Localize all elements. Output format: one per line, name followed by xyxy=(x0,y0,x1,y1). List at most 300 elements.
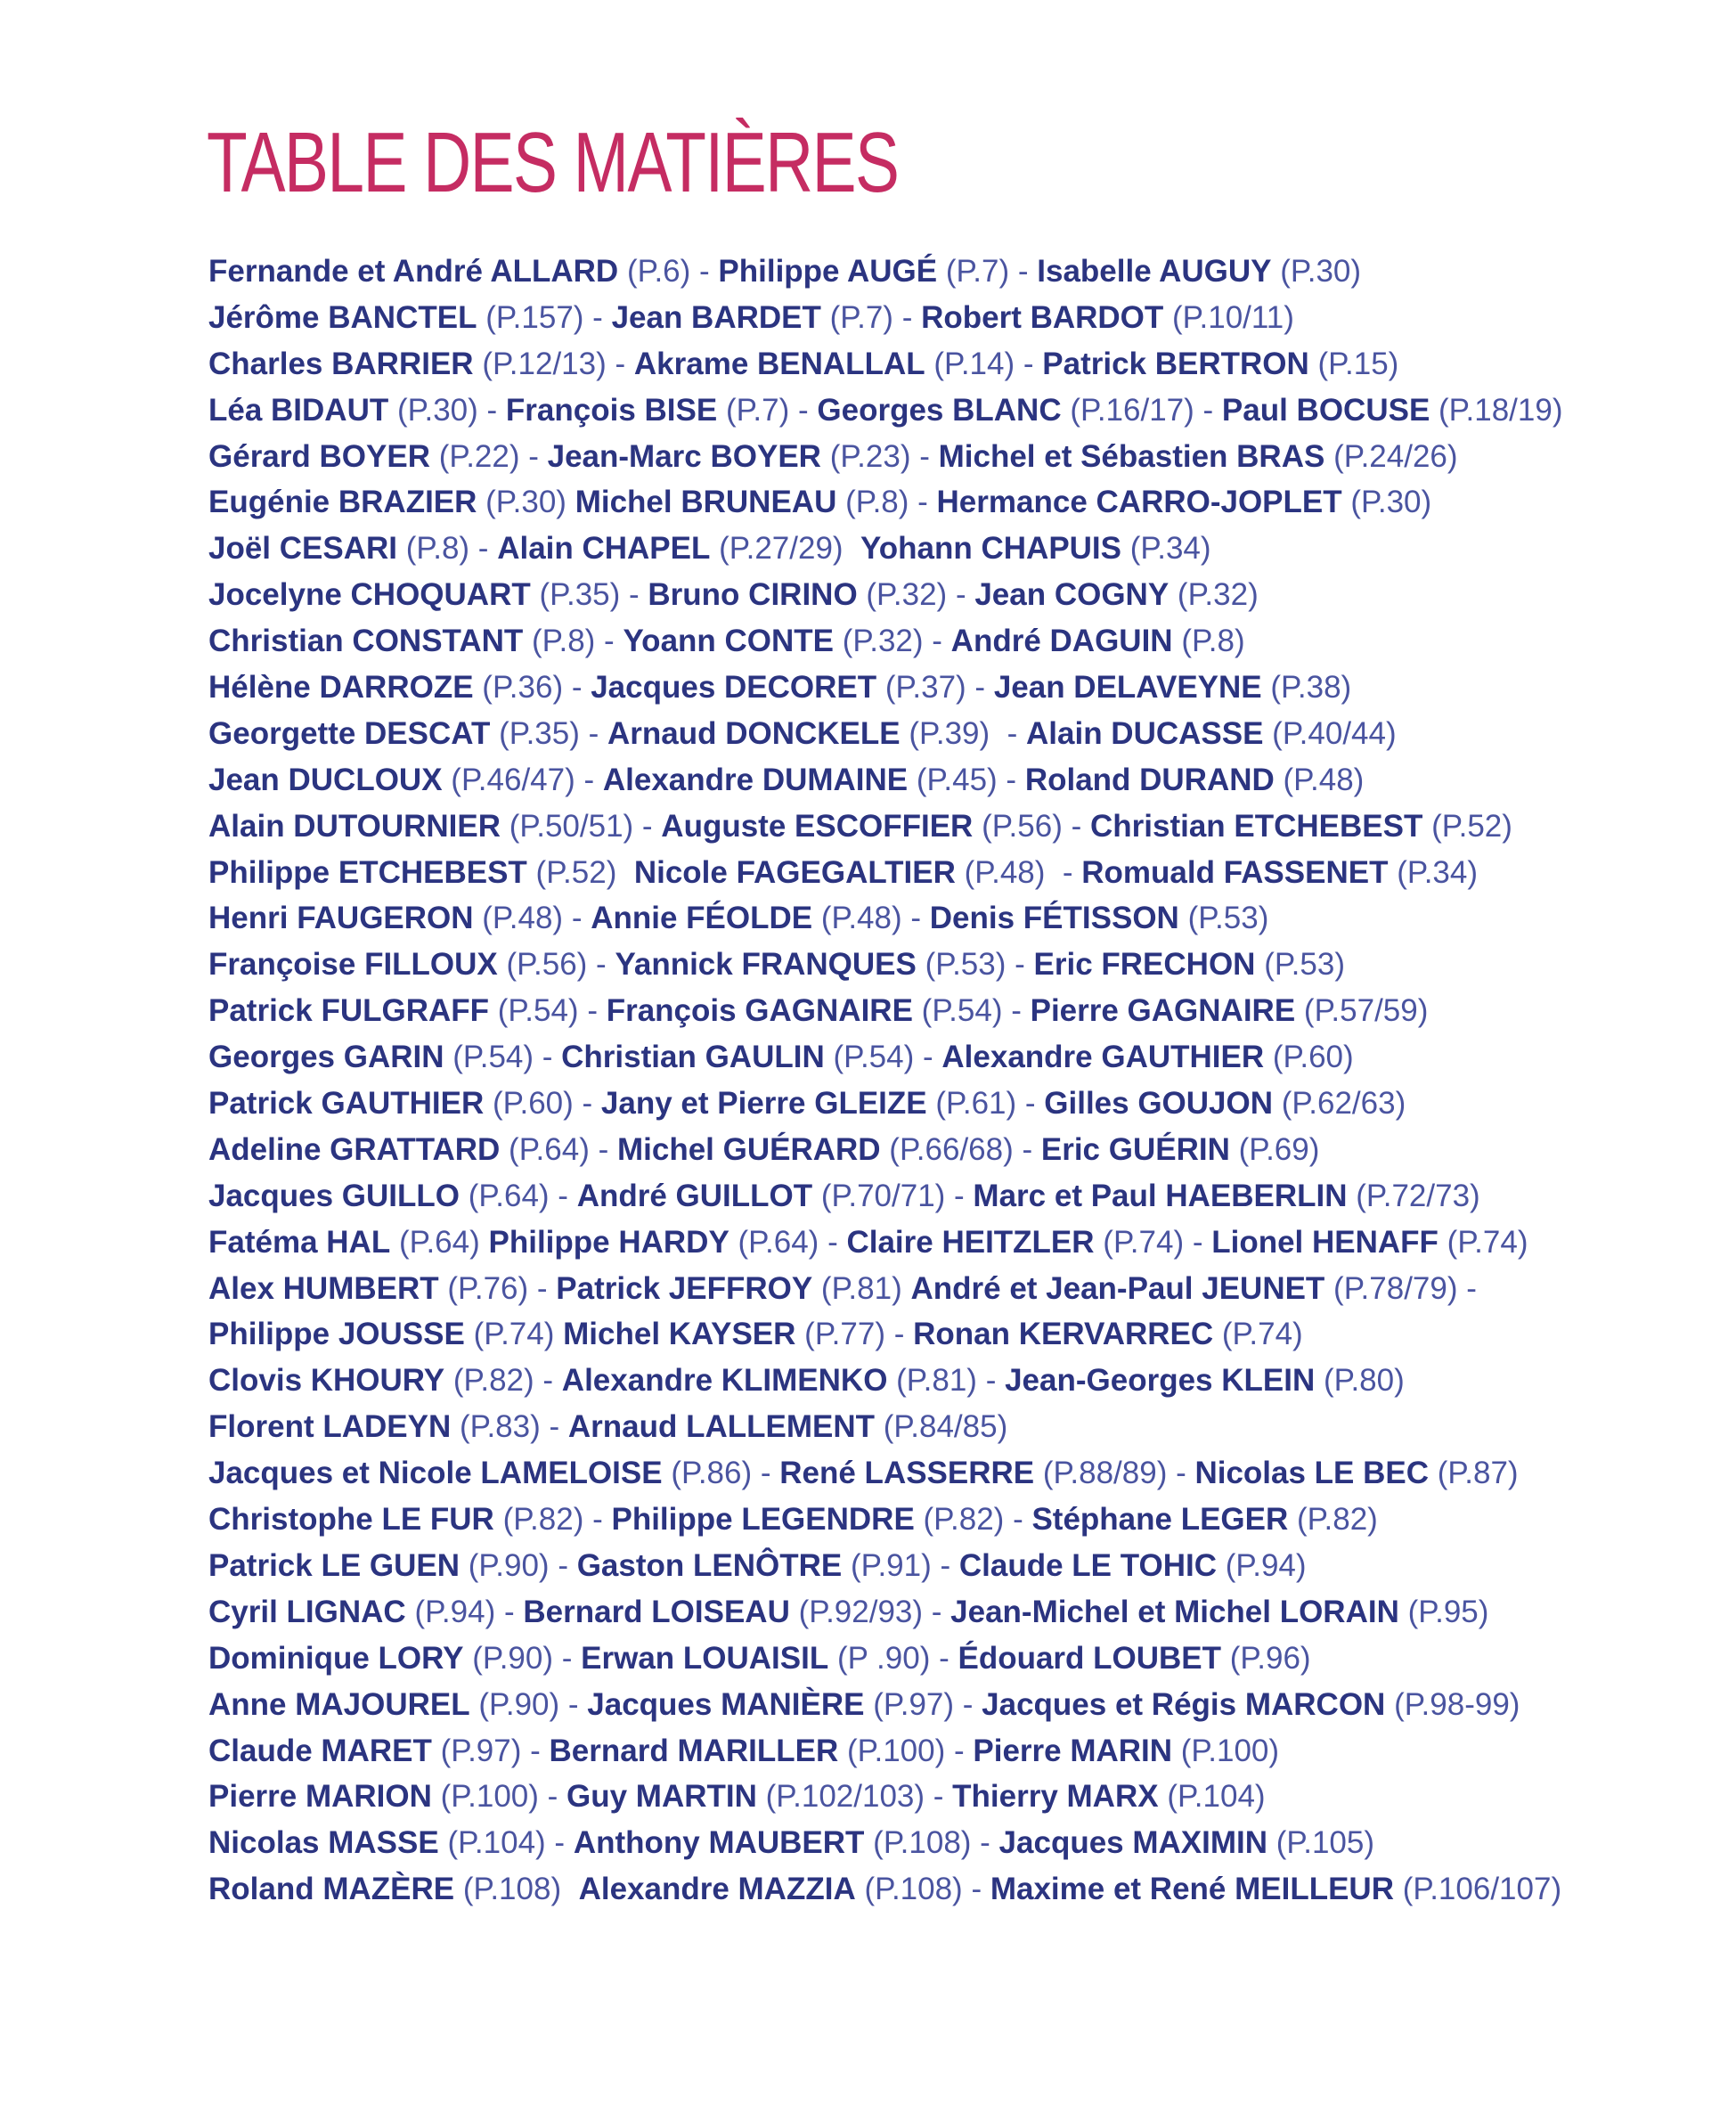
separator: - xyxy=(947,577,975,613)
page-reference: (P.80) xyxy=(1323,1363,1405,1399)
separator: - xyxy=(549,1178,577,1213)
page-reference: (P.56) xyxy=(982,808,1063,844)
separator: - xyxy=(559,1686,588,1722)
chef-name: Hélène DARROZE xyxy=(208,670,474,706)
chef-name: Françoise FILLOUX xyxy=(208,947,498,983)
toc-line xyxy=(208,1034,1714,1081)
page-reference: (P.8) xyxy=(1181,624,1245,659)
page-reference: (P.60) xyxy=(492,1086,574,1122)
chef-name: Philippe AUGÉ xyxy=(718,254,938,289)
chef-name: Alexandre KLIMENKO xyxy=(561,1363,888,1399)
toc-line xyxy=(208,434,1714,480)
chef-name: Romuald FASSENET xyxy=(1081,854,1389,890)
page-reference: (P.104) xyxy=(1167,1779,1266,1815)
separator xyxy=(566,485,575,519)
separator: - xyxy=(923,1594,951,1629)
separator: - xyxy=(579,715,607,751)
chef-name: Jocelyne CHOQUART xyxy=(208,577,531,613)
separator: - xyxy=(1006,947,1034,983)
separator: - xyxy=(1013,1131,1041,1167)
chef-name: Gérard BOYER xyxy=(208,438,430,474)
page-reference: (P.81) xyxy=(820,1270,902,1306)
page-reference: (P.100) xyxy=(440,1779,539,1815)
separator: - xyxy=(690,254,719,289)
page-reference: (P.8) xyxy=(531,624,596,659)
page-reference: (P.62/63) xyxy=(1281,1086,1406,1122)
separator: - xyxy=(909,485,937,520)
page-reference: (P .90) xyxy=(836,1640,931,1676)
page-reference: (P.94) xyxy=(414,1594,496,1629)
page-reference: (P.56) xyxy=(506,947,588,983)
separator: - xyxy=(1004,1502,1032,1538)
chef-name: Erwan LOUAISIL xyxy=(581,1640,829,1676)
chef-name: Jean-Georges KLEIN xyxy=(1005,1363,1316,1399)
chef-name: Alexandre DUMAINE xyxy=(602,762,909,797)
chef-name: Christophe LE FUR xyxy=(208,1502,494,1538)
separator: - xyxy=(910,438,939,474)
separator xyxy=(902,1271,911,1306)
chef-name: Alexandre MAZZIA xyxy=(578,1872,856,1907)
chef-name: Fatéma HAL xyxy=(208,1224,391,1260)
page-reference: (P.38) xyxy=(1270,670,1352,706)
toc-line xyxy=(208,249,1714,295)
page-reference: (P.52) xyxy=(1431,808,1512,844)
page-reference: (P.74) xyxy=(1447,1224,1528,1260)
toc-line xyxy=(208,988,1714,1034)
page-reference: (P.27/29) xyxy=(719,531,844,567)
chef-name: Nicolas LE BEC xyxy=(1194,1456,1430,1491)
chef-name: Anthony MAUBERT xyxy=(573,1825,865,1861)
chef-name: Patrick JEFFROY xyxy=(556,1270,813,1306)
chef-name: Bernard LOISEAU xyxy=(523,1594,790,1629)
chef-name: Robert BARDOT xyxy=(921,299,1164,335)
toc-line xyxy=(208,1774,1714,1820)
page-reference: (P.105) xyxy=(1276,1825,1375,1861)
page-reference: (P.81) xyxy=(896,1363,977,1399)
chef-name: Jacques MANIÈRE xyxy=(587,1686,865,1722)
toc-line xyxy=(208,1450,1714,1497)
separator: - xyxy=(925,1779,953,1815)
chef-name: Alex HUMBERT xyxy=(208,1270,439,1306)
separator: - xyxy=(997,762,1025,797)
page-reference: (P.90) xyxy=(478,1686,560,1722)
page-reference: (P.83) xyxy=(459,1409,541,1445)
page-reference: (P.74) xyxy=(473,1317,555,1352)
separator: - xyxy=(901,901,930,936)
page-reference: (P.64) xyxy=(398,1224,480,1260)
page-reference: (P.88/89) xyxy=(1042,1456,1168,1491)
toc-line xyxy=(208,1589,1714,1636)
page-reference: (P.48) xyxy=(820,901,902,936)
chef-name: Clovis KHOURY xyxy=(208,1363,445,1399)
page-reference: (P.10/11) xyxy=(1172,299,1294,335)
page-reference: (P.64) xyxy=(738,1224,819,1260)
toc-line xyxy=(208,1311,1714,1358)
separator: - xyxy=(1009,254,1038,289)
separator: - xyxy=(971,1825,999,1861)
chef-name: Jacques et Nicole LAMELOISE xyxy=(208,1456,663,1491)
chef-name: Pierre GAGNAIRE xyxy=(1030,993,1296,1029)
separator: - xyxy=(545,1825,574,1861)
page-reference: (P.98-99) xyxy=(1394,1686,1520,1722)
chef-name: Alain CHAPEL xyxy=(497,531,711,567)
chef-name: Léa BIDAUT xyxy=(208,392,389,428)
separator: - xyxy=(563,670,591,706)
chef-name: Jean-Michel et Michel LORAIN xyxy=(950,1594,1399,1629)
chef-name: Claire HEITZLER xyxy=(846,1224,1095,1260)
chef-name: Cyril LIGNAC xyxy=(208,1594,406,1629)
separator: - xyxy=(620,577,648,613)
page-reference: (P.102/103) xyxy=(765,1779,925,1815)
chef-name: Charles BARRIER xyxy=(208,346,474,381)
separator: - xyxy=(1194,392,1222,428)
page-reference: (P.30) xyxy=(1350,485,1432,520)
page-reference: (P.70/71) xyxy=(820,1178,946,1213)
chef-name: Gilles GOUJON xyxy=(1044,1086,1274,1122)
chef-name: Thierry MARX xyxy=(952,1779,1159,1815)
chef-name: Patrick LE GUEN xyxy=(208,1547,460,1583)
page-reference: (P.50/51) xyxy=(509,808,634,844)
chef-name: Jean BARDET xyxy=(611,299,821,335)
page-reference: (P.34) xyxy=(1129,531,1211,567)
chef-name: Henri FAUGERON xyxy=(208,901,474,936)
page-reference: (P.54) xyxy=(833,1040,915,1075)
chef-name: Adeline GRATTARD xyxy=(208,1131,501,1167)
page-reference: (P.77) xyxy=(804,1317,885,1352)
chef-name: Claude MARET xyxy=(208,1733,432,1768)
separator: - xyxy=(578,993,607,1029)
page-reference: (P.82) xyxy=(452,1363,534,1399)
chef-name: Philippe ETCHEBEST xyxy=(208,854,527,890)
page-reference: (P.108) xyxy=(864,1872,963,1907)
separator: - xyxy=(1016,1086,1045,1122)
separator: - xyxy=(752,1456,780,1491)
page-reference: (P.37) xyxy=(884,670,966,706)
separator: - xyxy=(549,1547,577,1583)
chef-name: Akrame BENALLAL xyxy=(633,346,925,381)
page-title: TABLE DES MATIÈRES xyxy=(207,115,899,210)
chef-name: Alain DUTOURNIER xyxy=(208,808,501,844)
page-reference: (P.14) xyxy=(933,346,1015,381)
page-reference: (P.8) xyxy=(405,531,470,567)
separator: - xyxy=(469,531,498,567)
toc-line xyxy=(208,711,1714,757)
page-reference: (P.64) xyxy=(509,1131,590,1167)
page-reference: (P.39) xyxy=(909,715,990,751)
toc-line xyxy=(208,804,1714,850)
separator: - xyxy=(553,1640,582,1676)
chef-name: Patrick BERTRON xyxy=(1042,346,1309,381)
toc-line xyxy=(208,942,1714,988)
chef-name: Ronan KERVARREC xyxy=(913,1317,1214,1352)
page-reference: (P.22) xyxy=(438,438,520,474)
chef-name: Christian CONSTANT xyxy=(208,624,524,659)
separator: - xyxy=(966,670,994,706)
chef-name: Nicole FAGEGALTIER xyxy=(633,854,956,890)
page-reference: (P.15) xyxy=(1317,346,1399,381)
page-reference: (P.97) xyxy=(873,1686,955,1722)
separator: - xyxy=(528,1270,557,1306)
toc-line xyxy=(208,618,1714,665)
page-reference: (P.157) xyxy=(485,299,584,335)
separator: - xyxy=(595,624,623,659)
chef-name: Georges GARIN xyxy=(208,1040,444,1075)
chef-name: François GAGNAIRE xyxy=(606,993,913,1029)
chef-name: Paul BOCUSE xyxy=(1221,392,1430,428)
page-reference: (P.82) xyxy=(1297,1502,1378,1538)
chef-name: François BISE xyxy=(505,392,718,428)
chef-name: Philippe JOUSSE xyxy=(208,1317,465,1352)
toc-line xyxy=(208,850,1714,896)
toc-line xyxy=(208,757,1714,804)
page-reference: (P.54) xyxy=(452,1040,534,1075)
chef-name: Fernande et André ALLARD xyxy=(208,254,619,289)
chef-name: Michel GUÉRARD xyxy=(616,1131,881,1167)
page-reference: (P.48) xyxy=(964,854,1046,890)
separator: - xyxy=(534,1040,562,1075)
chef-name: Eric GUÉRIN xyxy=(1040,1131,1230,1167)
page-reference: (P.45) xyxy=(916,762,998,797)
page-reference: (P.108) xyxy=(462,1872,562,1907)
page-reference: (P.48) xyxy=(482,901,564,936)
page-reference: (P.7) xyxy=(829,299,893,335)
page-reference: (P.35) xyxy=(539,577,621,613)
page-reference: (P.64) xyxy=(468,1178,550,1213)
chef-name: Alain DUCASSE xyxy=(1026,715,1264,751)
chef-name: Isabelle AUGUY xyxy=(1037,254,1272,289)
chef-name: Michel et Sébastien BRAS xyxy=(938,438,1325,474)
separator: - xyxy=(1062,808,1090,844)
chef-name: André et Jean-Paul JEUNET xyxy=(910,1270,1325,1306)
page-reference: (P.82) xyxy=(502,1502,584,1538)
toc-line xyxy=(208,1682,1714,1728)
page-reference: (P.72/73) xyxy=(1356,1178,1480,1213)
chef-name: Guy MARTIN xyxy=(566,1779,757,1815)
page-reference: (P.92/93) xyxy=(798,1594,924,1629)
toc-line xyxy=(208,341,1714,388)
page-reference: (P.53) xyxy=(925,947,1007,983)
toc-line xyxy=(208,1127,1714,1173)
chef-name: Lionel HENAFF xyxy=(1211,1224,1439,1260)
separator: - xyxy=(923,624,951,659)
separator: - xyxy=(519,438,548,474)
page-reference: (P.53) xyxy=(1264,947,1345,983)
separator xyxy=(480,1225,489,1260)
page-reference: (P.108) xyxy=(873,1825,972,1861)
toc-line xyxy=(208,1404,1714,1450)
toc-line xyxy=(208,1543,1714,1589)
chef-name: Michel KAYSER xyxy=(563,1317,796,1352)
chef-name: Roland DURAND xyxy=(1024,762,1275,797)
toc-line xyxy=(208,1220,1714,1266)
page-reference: (P.40/44) xyxy=(1272,715,1397,751)
separator xyxy=(844,531,860,566)
page-reference: (P.48) xyxy=(1283,762,1365,797)
page-reference: (P.6) xyxy=(626,254,691,289)
chef-name: Roland MAZÈRE xyxy=(208,1872,455,1907)
separator: - xyxy=(1167,1456,1195,1491)
separator: - xyxy=(563,901,591,936)
page-reference: (P.18/19) xyxy=(1439,392,1563,428)
separator: - xyxy=(1457,1270,1477,1306)
chef-name: Christian GAULIN xyxy=(561,1040,825,1075)
separator: - xyxy=(990,715,1026,751)
page-reference: (P.60) xyxy=(1272,1040,1354,1075)
chef-name: Jacques MAXIMIN xyxy=(998,1825,1268,1861)
page-reference: (P.46/47) xyxy=(451,762,575,797)
separator: - xyxy=(976,1363,1006,1399)
chef-name: Florent LADEYN xyxy=(208,1409,452,1445)
separator: - xyxy=(583,299,612,335)
page-reference: (P.7) xyxy=(725,392,790,428)
toc-line xyxy=(208,665,1714,711)
separator: - xyxy=(1015,346,1043,381)
chef-name: Jacques et Régis MARCON xyxy=(982,1686,1386,1722)
page-reference: (P.24/26) xyxy=(1333,438,1458,474)
separator: - xyxy=(819,1224,847,1260)
separator: - xyxy=(789,392,818,428)
page-reference: (P.100) xyxy=(1180,1733,1280,1768)
separator xyxy=(616,855,633,890)
toc-line xyxy=(208,1820,1714,1866)
toc-line xyxy=(208,1266,1714,1312)
separator: - xyxy=(954,1686,982,1722)
page-reference: (P.30) xyxy=(1280,254,1362,289)
separator xyxy=(554,1317,563,1351)
page-reference: (P.34) xyxy=(1397,854,1479,890)
chef-name: Jean-Marc BOYER xyxy=(547,438,821,474)
page-reference: (P.106/107) xyxy=(1402,1872,1562,1907)
page-reference: (P.90) xyxy=(472,1640,554,1676)
separator: - xyxy=(1184,1224,1212,1260)
toc-line xyxy=(208,1081,1714,1127)
page-reference: (P.61) xyxy=(935,1086,1017,1122)
toc-line xyxy=(208,1358,1714,1404)
separator: - xyxy=(521,1733,550,1768)
chef-name: Pierre MARION xyxy=(208,1779,432,1815)
toc-line xyxy=(208,388,1714,434)
chef-name: Christian ETCHEBEST xyxy=(1089,808,1423,844)
page-reference: (P.36) xyxy=(482,670,564,706)
toc-line xyxy=(208,1173,1714,1220)
chef-name: Gaston LENÔTRE xyxy=(576,1547,843,1583)
chef-name: Yannick FRANQUES xyxy=(615,947,917,983)
page-reference: (P.97) xyxy=(440,1733,522,1768)
separator: - xyxy=(884,1317,914,1352)
separator: - xyxy=(534,1363,562,1399)
table-of-contents xyxy=(208,249,1714,1913)
chef-name: Annie FÉOLDE xyxy=(591,901,813,936)
page-reference: (P.32) xyxy=(866,577,948,613)
page-reference: (P.74) xyxy=(1221,1317,1303,1352)
page-reference: (P.54) xyxy=(497,993,579,1029)
toc-line xyxy=(208,895,1714,942)
separator: - xyxy=(575,762,603,797)
toc-line xyxy=(208,1497,1714,1543)
chef-name: Denis FÉTISSON xyxy=(929,901,1179,936)
separator: - xyxy=(1045,854,1082,890)
chef-name: Bruno CIRINO xyxy=(648,577,858,613)
chef-name: Patrick FULGRAFF xyxy=(208,993,490,1029)
separator: - xyxy=(945,1178,974,1213)
chef-name: Georgette DESCAT xyxy=(208,715,491,751)
page-reference: (P.69) xyxy=(1238,1131,1320,1167)
chef-name: Yohann CHAPUIS xyxy=(860,531,1122,567)
chef-name: Philippe HARDY xyxy=(488,1224,729,1260)
page-reference: (P.96) xyxy=(1229,1640,1311,1676)
page-reference: (P.104) xyxy=(447,1825,546,1861)
separator: - xyxy=(495,1594,524,1629)
toc-line xyxy=(208,1866,1714,1913)
toc-line xyxy=(208,295,1714,341)
separator: - xyxy=(962,1872,990,1907)
separator: - xyxy=(583,1502,612,1538)
chef-name: Joël CESARI xyxy=(208,531,397,567)
chef-name: Anne MAJOUREL xyxy=(208,1686,470,1722)
page-reference: (P.74) xyxy=(1103,1224,1185,1260)
separator: - xyxy=(1002,993,1031,1029)
page-reference: (P.32) xyxy=(1177,577,1259,613)
toc-line xyxy=(208,1728,1714,1775)
page-reference: (P.7) xyxy=(945,254,1010,289)
page-reference: (P.54) xyxy=(921,993,1003,1029)
chef-name: Philippe LEGENDRE xyxy=(611,1502,915,1538)
toc-line xyxy=(208,572,1714,618)
page-reference: (P.8) xyxy=(845,485,909,520)
page-reference: (P.32) xyxy=(842,624,924,659)
page-reference: (P.57/59) xyxy=(1303,993,1429,1029)
page-reference: (P.82) xyxy=(923,1502,1005,1538)
separator: - xyxy=(606,346,634,381)
chef-name: Arnaud DONCKELE xyxy=(607,715,901,751)
page-reference: (P.87) xyxy=(1437,1456,1519,1491)
separator: - xyxy=(573,1086,601,1122)
chef-name: Bernard MARILLER xyxy=(549,1733,839,1768)
toc-line xyxy=(208,526,1714,572)
chef-name: Édouard LOUBET xyxy=(958,1640,1222,1676)
chef-name: Jérôme BANCTEL xyxy=(208,299,477,335)
chef-name: Jean DUCLOUX xyxy=(208,762,443,797)
chef-name: Alexandre GAUTHIER xyxy=(941,1040,1265,1075)
page-reference: (P.53) xyxy=(1187,901,1269,936)
chef-name: Claude LE TOHIC xyxy=(958,1547,1217,1583)
chef-name: Jean COGNY xyxy=(974,577,1170,613)
chef-name: Pierre MARIN xyxy=(973,1733,1173,1768)
toc-line xyxy=(208,479,1714,526)
chef-name: Jacques DECORET xyxy=(591,670,877,706)
separator: - xyxy=(477,392,506,428)
toc-line xyxy=(208,1636,1714,1682)
chef-name: André DAGUIN xyxy=(950,624,1173,659)
chef-name: Jany et Pierre GLEIZE xyxy=(600,1086,927,1122)
separator: - xyxy=(914,1040,942,1075)
page-reference: (P.78/79) xyxy=(1333,1270,1458,1306)
chef-name: Dominique LORY xyxy=(208,1640,464,1676)
page-reference: (P.90) xyxy=(468,1547,550,1583)
separator: - xyxy=(538,1779,567,1815)
page-reference: (P.76) xyxy=(447,1270,529,1306)
separator: - xyxy=(930,1640,958,1676)
page-reference: (P.84/85) xyxy=(883,1409,1008,1445)
page-reference: (P.12/13) xyxy=(482,346,607,381)
chef-name: Maxime et René MEILLEUR xyxy=(990,1872,1394,1907)
chef-name: Jean DELAVEYNE xyxy=(993,670,1262,706)
chef-name: Auguste ESCOFFIER xyxy=(661,808,974,844)
chef-name: Georges BLANC xyxy=(817,392,1062,428)
page-reference: (P.86) xyxy=(671,1456,753,1491)
chef-name: Stéphane LEGER xyxy=(1031,1502,1289,1538)
chef-name: Patrick GAUTHIER xyxy=(208,1086,485,1122)
